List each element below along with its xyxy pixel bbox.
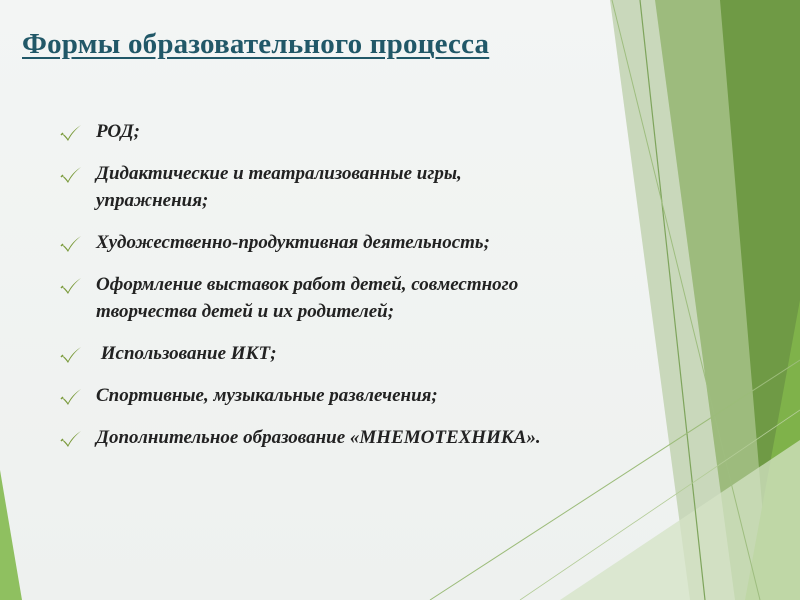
checkmark-icon (60, 430, 82, 448)
bullet-text-line-1: Оформление выставок работ детей, совместного (96, 274, 519, 295)
checkmark-icon (60, 166, 82, 184)
left-green-shape (0, 470, 22, 600)
page-title: Формы образовательного процесса (22, 28, 490, 60)
bullet-text-line-1: Дополнительное образование «МНЕМОТЕХНИКА». (96, 427, 541, 448)
checkmark-icon (60, 124, 82, 142)
bullet-list (60, 118, 710, 466)
bullet-item (60, 118, 710, 145)
checkmark-icon (60, 388, 82, 406)
bullet-text-line-1: Использование ИКТ; (96, 343, 277, 364)
bullet-item (60, 424, 710, 451)
bullet-text-line-1: Спортивные, музыкальные развлечения; (96, 385, 438, 406)
bullet-text-line-2: творчества детей и их родителей; (96, 301, 395, 322)
bullet-item (60, 229, 710, 256)
bullet-item (60, 382, 710, 409)
bullet-text-line-1: Дидактические и театрализованные игры, (96, 163, 462, 184)
bullet-text-line-2: упражнения; (96, 190, 209, 211)
bullet-text-line-1: Художественно-продуктивная деятельность; (96, 232, 490, 253)
checkmark-icon (60, 277, 82, 295)
bullet-item (60, 340, 710, 367)
checkmark-icon (60, 346, 82, 364)
bullet-item (60, 160, 710, 214)
bullet-item (60, 271, 710, 325)
checkmark-icon (60, 235, 82, 253)
bullet-text-line-1: РОД; (96, 121, 140, 142)
